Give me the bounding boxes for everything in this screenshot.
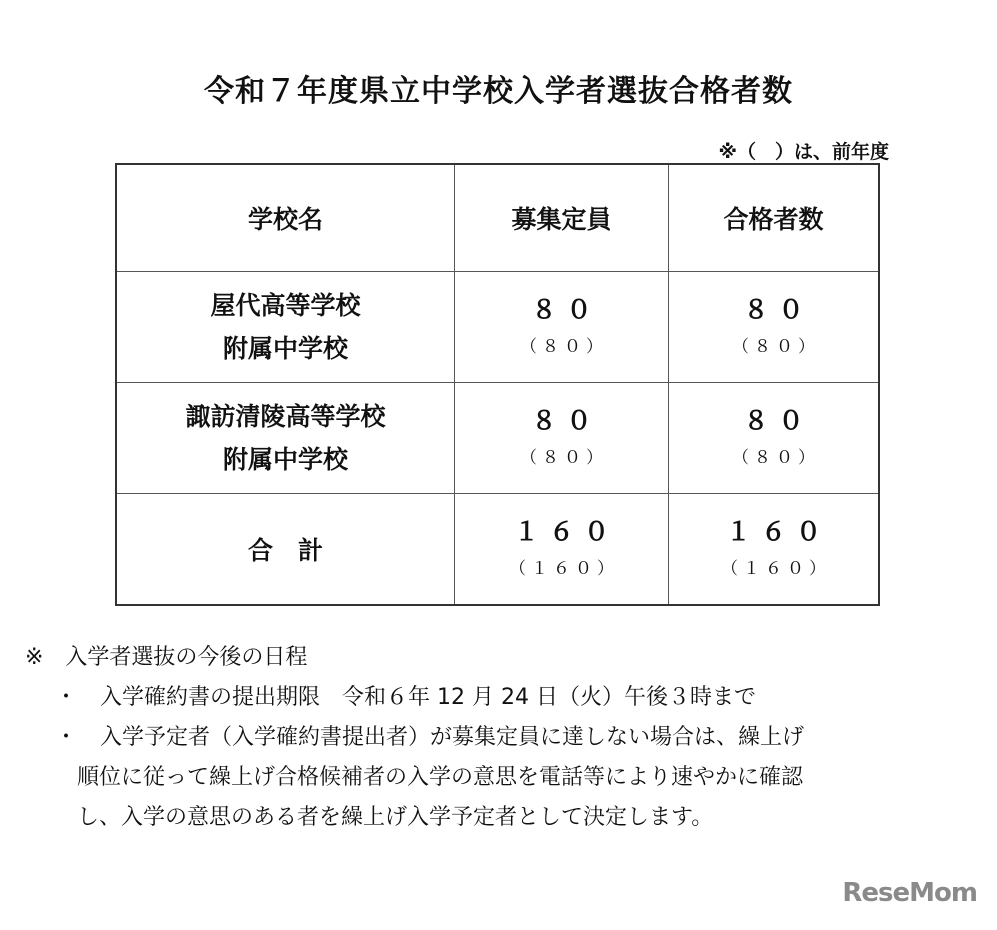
total-passed-cell — [669, 494, 880, 606]
previous-year-note: ※（ ）は、前年度 — [718, 141, 889, 163]
quota-value: ８０ — [531, 406, 602, 435]
passed-prev-value: （８０） — [732, 337, 820, 357]
school-name-cell — [116, 383, 455, 494]
header-quota: 募集定員 — [455, 164, 669, 272]
table-row — [116, 383, 879, 494]
quota-prev-value: （８０） — [520, 337, 608, 357]
school-name-cell — [116, 272, 455, 383]
header-school-name: 学校名 — [116, 164, 455, 272]
total-passed-prev-value: （１６０） — [721, 559, 831, 579]
passed-value: ８０ — [743, 295, 814, 324]
total-row — [116, 494, 879, 606]
schedule-item — [25, 718, 925, 758]
total-quota-cell — [455, 494, 669, 606]
table-header-row — [116, 164, 879, 272]
passed-cell — [669, 272, 880, 383]
page-title: 令和７年度県立中学校入学者選抜合格者数 — [204, 74, 793, 109]
schedule-item-text: 入学確約書の提出期限 令和６年 12 月 24 日（火）午後３時まで — [100, 685, 756, 710]
schedule-item-continuation: 順位に従って繰上げ合格候補者の入学の意思を電話等により速やかに確認 — [77, 765, 804, 790]
schedule-item-continuation: し、入学の意思のある者を繰上げ入学予定者として決定します。 — [77, 805, 714, 830]
total-label-cell — [116, 494, 455, 606]
total-quota-value: １６０ — [513, 517, 619, 546]
schedule-item — [25, 678, 925, 718]
passed-prev-value: （８０） — [732, 448, 820, 468]
resemom-logo: ReseMom — [842, 878, 977, 908]
bullet-icon: ・ — [55, 725, 78, 750]
header-passed: 合格者数 — [669, 164, 880, 272]
total-quota-prev-value: （１６０） — [509, 559, 619, 579]
passed-cell — [669, 383, 880, 494]
quota-prev-value: （８０） — [520, 448, 608, 468]
school-name-line2: 附属中学校 — [222, 445, 348, 474]
bullet-icon: ・ — [55, 685, 78, 710]
school-name-line2: 附属中学校 — [222, 334, 348, 363]
table-row — [116, 272, 879, 383]
total-passed-value: １６０ — [725, 517, 831, 546]
school-name-line1: 諏訪清陵高等学校 — [185, 402, 386, 431]
school-name-line1: 屋代高等学校 — [210, 291, 361, 320]
schedule-section — [25, 638, 925, 838]
quota-cell — [455, 272, 669, 383]
quota-value: ８０ — [531, 295, 602, 324]
schedule-item-text: 入学予定者（入学確約書提出者）が募集定員に達しない場合は、繰上げ — [100, 725, 805, 750]
results-table — [115, 163, 880, 606]
quota-cell — [455, 383, 669, 494]
passed-value: ８０ — [743, 406, 814, 435]
schedule-heading: ※ 入学者選抜の今後の日程 — [25, 645, 308, 670]
total-label: 合 計 — [247, 536, 323, 565]
